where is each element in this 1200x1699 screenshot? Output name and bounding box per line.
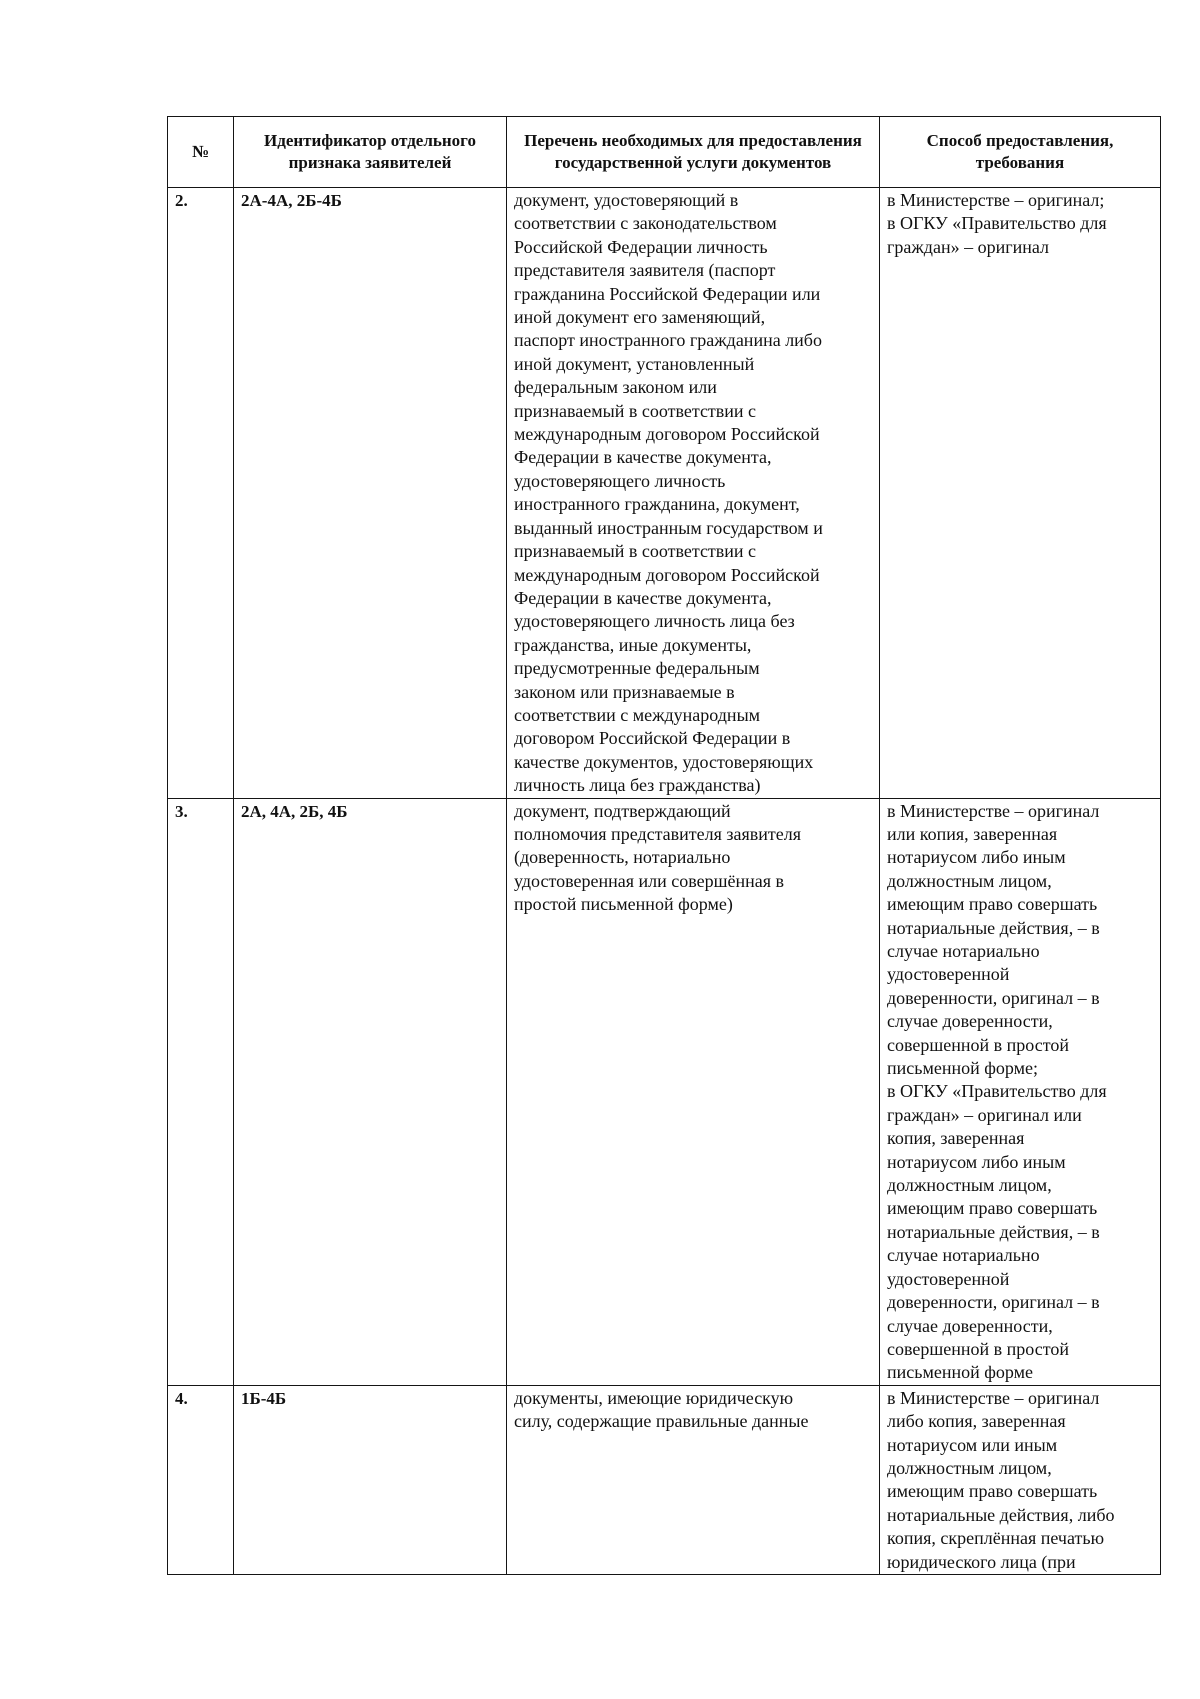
header-method: Способ предоставления, требования	[880, 117, 1161, 188]
row-identifier: 2А, 4А, 2Б, 4Б	[234, 798, 507, 1385]
row-documents: документы, имеющие юридическую силу, содержащие правильные данные	[507, 1385, 880, 1574]
row-number: 3.	[168, 798, 234, 1385]
table-row	[168, 798, 1161, 1385]
row-identifier: 1Б-4Б	[234, 1385, 507, 1574]
row-method: в Министерстве – оригинал; в ОГКУ «Правительство для граждан» – оригинал	[880, 188, 1161, 799]
header-identifier: Идентификатор отдельного признака заявителей	[234, 117, 507, 188]
row-number: 2.	[168, 188, 234, 799]
row-method: в Министерстве – оригинал либо копия, заверенная нотариусом или иным должностным лицом, имеющим право совершать нотариальные действия, либо копия, скреплённая печатью юридического лица (при	[880, 1385, 1161, 1574]
row-documents: документ, подтверждающий полномочия представителя заявителя (доверенность, нотариально удостоверенная или совершённая в простой письменной форме)	[507, 798, 880, 1385]
table-row	[168, 188, 1161, 799]
table-header-row	[168, 117, 1161, 188]
row-identifier: 2А-4А, 2Б-4Б	[234, 188, 507, 799]
table-row	[168, 1385, 1161, 1574]
header-number: №	[168, 117, 234, 188]
row-number: 4.	[168, 1385, 234, 1574]
row-documents: документ, удостоверяющий в соответствии с законодательством Российской Федерации личность представителя заявителя (паспорт гражданина Российской Федерации или иной документ его заменяющий, паспорт иностранного гражданина либо иной документ, установленный федеральным законом или признаваемый в соответствии с международным договором Российской Федерации в качестве документа, удостоверяющего личность иностранного гражданина, документ, выданный иностранным государством и признаваемый в соответствии с международным договором Российской Федерации в качестве документа, удостоверяющего личность лица без гражданства, иные документы, предусмотренные федеральным законом или признаваемые в соответствии с международным договором Российской Федерации в качестве документов, удостоверяющих личность лица без гражданства)	[507, 188, 880, 799]
header-documents: Перечень необходимых для предоставления государственной услуги документов	[507, 117, 880, 188]
row-method: в Министерстве – оригинал или копия, заверенная нотариусом либо иным должностным лицом, имеющим право совершать нотариальные действия, – в случае нотариально удостоверенной доверенности, оригинал – в случае доверенности, совершенной в простой письменной форме; в ОГКУ «Правительство для граждан» – оригинал или копия, заверенная нотариусом либо иным должностным лицом, имеющим право совершать нотариальные действия, – в случае нотариально удостоверенной доверенности, оригинал – в случае доверенности, совершенной в простой письменной форме	[880, 798, 1161, 1385]
requirements-table	[167, 116, 1161, 1575]
